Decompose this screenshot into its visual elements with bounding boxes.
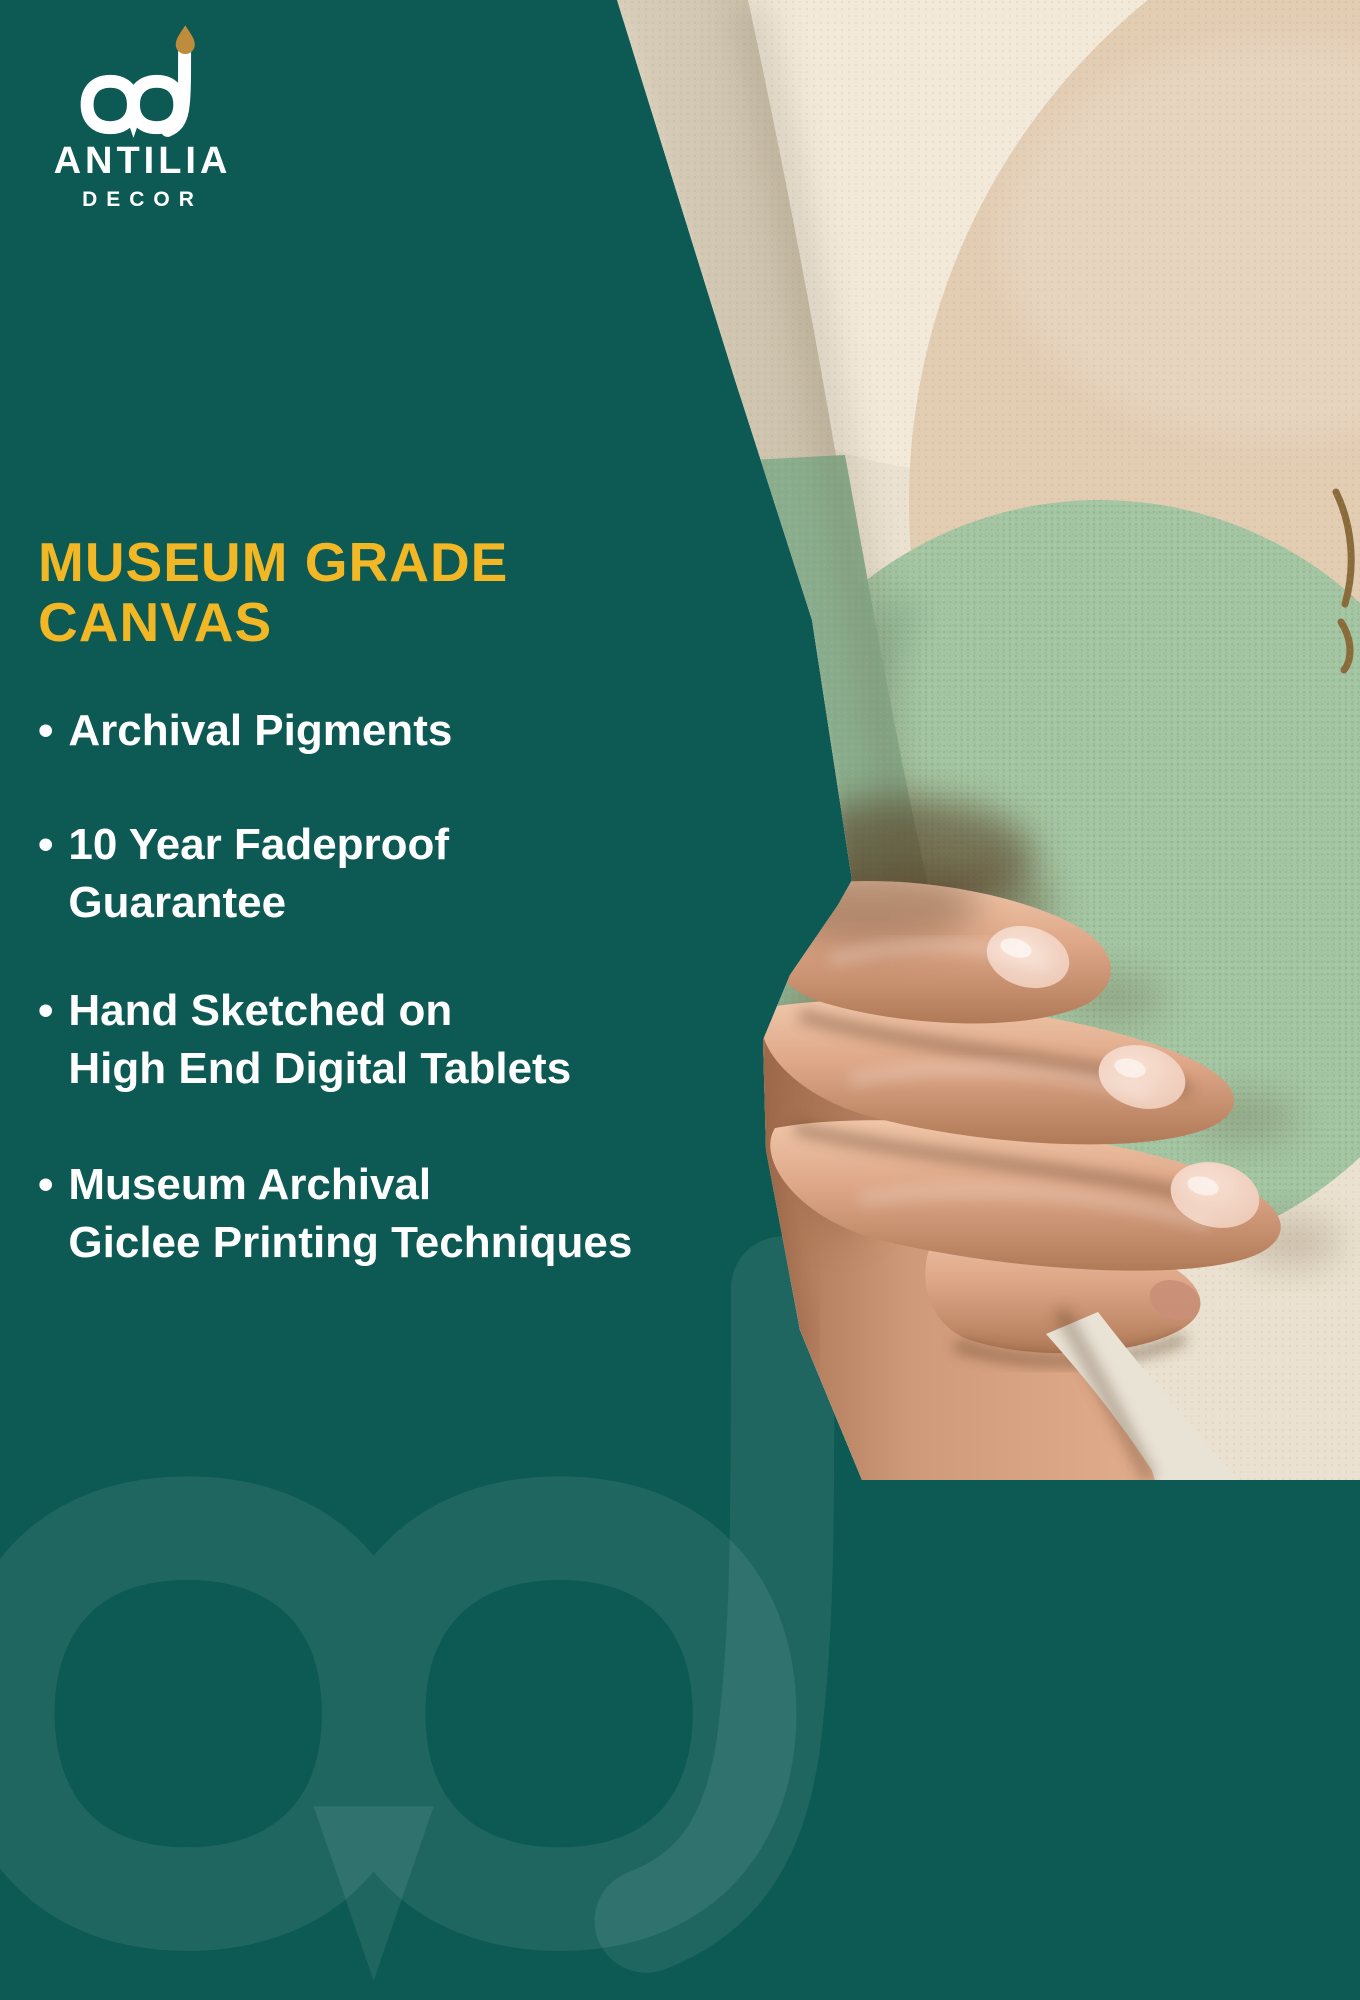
feature-text: High End Digital Tablets (68, 1044, 572, 1093)
bullet-icon: • (38, 986, 54, 1035)
brand-name: ANTILIA (53, 140, 232, 182)
list-item (38, 982, 748, 1098)
index-finger-shadow (760, 865, 980, 945)
brand-subname: DECOR (82, 188, 203, 211)
feature-text: 10 Year Fadeproof (68, 820, 450, 869)
bullet-icon: • (38, 820, 54, 869)
feature-text: Guarantee (68, 878, 287, 927)
list-item (38, 816, 748, 932)
feature-text: Museum Archival (68, 1160, 432, 1209)
bullet-icon: • (38, 1160, 54, 1209)
flame-icon (175, 25, 194, 54)
brand-logo-icon (68, 24, 218, 140)
feature-text: Archival Pigments (68, 706, 453, 755)
list-item (38, 1156, 748, 1272)
feature-text: Hand Sketched on (68, 986, 453, 1035)
feature-list (38, 702, 748, 1272)
page-title: MUSEUM GRADE CANVAS (38, 531, 509, 653)
brand-block (45, 24, 240, 212)
bullet-icon: • (38, 706, 54, 755)
list-item (38, 702, 748, 760)
feature-panel (38, 532, 748, 1272)
feature-text: Giclee Printing Techniques (68, 1218, 633, 1267)
